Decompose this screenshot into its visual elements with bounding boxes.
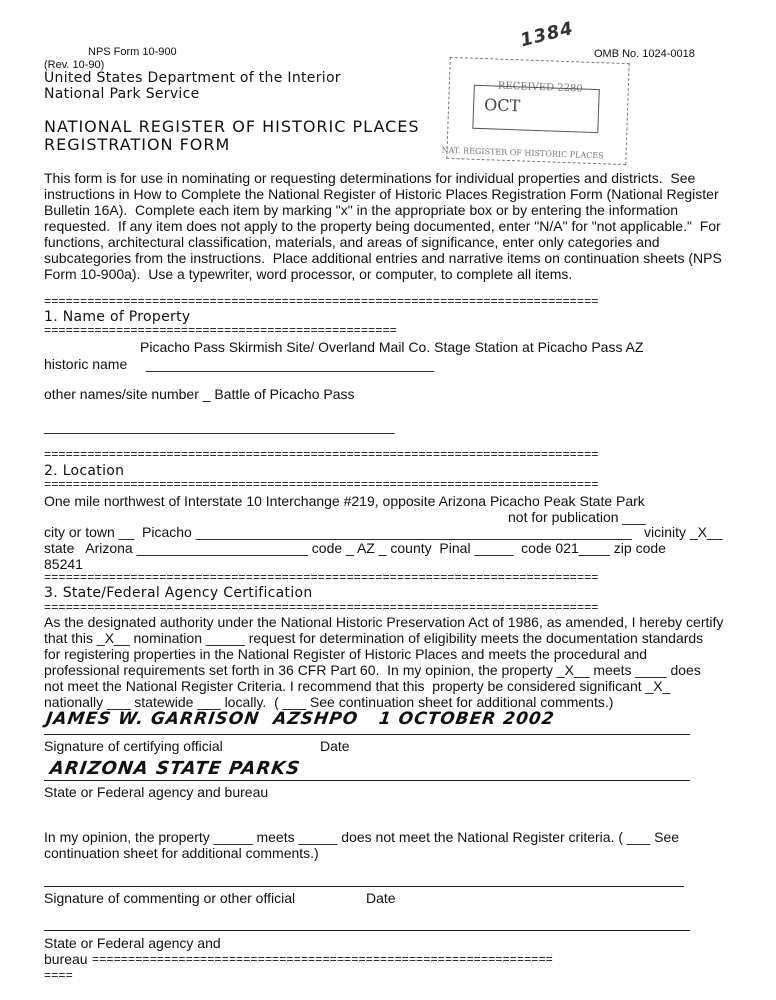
not-for-publication[interactable]: not for publication ___ (508, 509, 646, 525)
form-revision: (Rev. 10-90) (44, 59, 105, 71)
certification-line-6: nationally ___ statewide ___ locally. ( ___ See continuation sheet for additional comments.) (44, 694, 614, 710)
instructions-line-3: Bulletin 16A). Complete each item by marking "x" in the appropriate box or by entering the information (44, 202, 679, 218)
instructions-line-6: subcategories from the instructions. Place additional entries and narrative items on continuation sheets (NPS (44, 250, 722, 266)
agency-label: State or Federal agency and bureau (44, 784, 269, 800)
vicinity-field[interactable]: vicinity _X__ (644, 524, 723, 540)
instructions-line-1: This form is for use in nominating or requesting determinations for individual properties and districts. See (44, 170, 696, 186)
historic-name-label: historic name (44, 356, 128, 372)
instructions-line-2: instructions in How to Complete the National Register of Historic Places Registration Form (National Register (44, 186, 719, 202)
street-address[interactable]: One mile northwest of Interstate 10 Interchange #219, opposite Arizona Picacho Peak State Park (44, 493, 645, 509)
signature-line (44, 720, 690, 735)
agency2-line[interactable] (44, 918, 690, 931)
separator: ============================================================================= (44, 601, 599, 615)
agency2-label-line-1: State or Federal agency and (44, 935, 221, 951)
stamp-bottom-text: NAT. REGISTER OF HISTORIC PLACES (441, 145, 604, 161)
department-name: United States Department of the Interior (44, 70, 341, 86)
received-stamp (441, 57, 629, 165)
instructions-line-4: requested. If any item does not apply to the property being documented, enter "N/A" for "not applicable." For (44, 218, 721, 234)
agency-handwritten: ARIZONA STATE PARKS (48, 758, 302, 779)
stamp-inner-box (472, 85, 599, 133)
section-1-heading: 1. Name of Property (44, 309, 191, 325)
certifying-signature: JAMES W. GARRISON AZSHPO 1 OCTOBER 2002 (44, 709, 556, 729)
section-3-heading: 3. State/Federal Agency Certification (44, 585, 313, 601)
commenting-signature-line[interactable] (44, 872, 684, 887)
agency2-label-line-2: bureau (44, 951, 88, 967)
stamp-received-text: RECEIVED 2280 (497, 80, 583, 95)
separator-tail: ==== (44, 969, 73, 983)
instructions-line-5: functions, architectural classification, materials, and areas of significance, enter only categories and (44, 234, 660, 250)
separator: ============================================================================= (44, 571, 599, 585)
form-number: NPS Form 10-900 (88, 46, 177, 58)
form-title: NATIONAL REGISTER OF HISTORIC PLACES (44, 117, 420, 136)
certification-line-4: professional requirements set forth in 36 CFR Part 60. In my opinion, the property _X__ meets ____ does (44, 662, 701, 678)
instructions-line-7: Form 10-900a). Use a typewriter, word processor, or computer, to complete all items. (44, 266, 573, 282)
zip-code[interactable]: 85241 (44, 556, 83, 572)
certification-line-1: As the designated authority under the National Historic Preservation Act of 1986, as amended, I hereby certify (44, 614, 724, 630)
historic-name-value: Picacho Pass Skirmish Site/ Overland Mail Co. Stage Station at Picacho Pass AZ (140, 339, 644, 355)
other-names-line[interactable]: other names/site number _ Battle of Picacho Pass (44, 386, 355, 402)
separator: ================================================= (44, 324, 397, 338)
separator: ================================================================ (92, 953, 553, 967)
omb-number: OMB No. 1024-0018 (594, 48, 695, 60)
signature-label: Signature of certifying official (44, 738, 223, 754)
commenting-date-label: Date (366, 890, 396, 906)
section-2-heading: 2. Location (44, 463, 125, 479)
handwritten-mark: 1384 (518, 17, 576, 52)
state-line[interactable]: state Arizona ______________________ code _ AZ _ county Pinal _____ code 021____ zip code (44, 540, 666, 556)
stamp-date-text: OCT (483, 95, 521, 116)
opinion-line-2: continuation sheet for additional comments.) (44, 845, 319, 861)
date-label: Date (320, 738, 350, 754)
certification-line-3: for registering properties in the National Register of Historic Places and meets the procedural and (44, 646, 648, 662)
form-subtitle: REGISTRATION FORM (44, 135, 231, 154)
service-name: National Park Service (44, 86, 200, 102)
opinion-line-1: In my opinion, the property _____ meets _____ does not meet the National Register criteria. ( ___ See (44, 829, 680, 845)
city-line[interactable]: city or town __ Picacho ________________________________________________________ (44, 524, 632, 540)
certification-line-2: that this _X__ nomination _____ request for determination of eligibility meets the documentation standards (44, 630, 704, 646)
other-names-blank-field[interactable]: _____________________________________________ (44, 418, 395, 434)
agency-line (44, 766, 690, 781)
separator: ============================================================================= (44, 448, 599, 462)
commenting-label: Signature of commenting or other official (44, 890, 296, 906)
certification-line-5: not meet the National Register Criteria. I recommend that this property be considered significant _X_ (44, 678, 671, 694)
historic-name-field[interactable]: _____________________________________ (146, 356, 435, 372)
separator: ============================================================================= (44, 478, 599, 492)
separator: ============================================================================= (44, 295, 599, 309)
